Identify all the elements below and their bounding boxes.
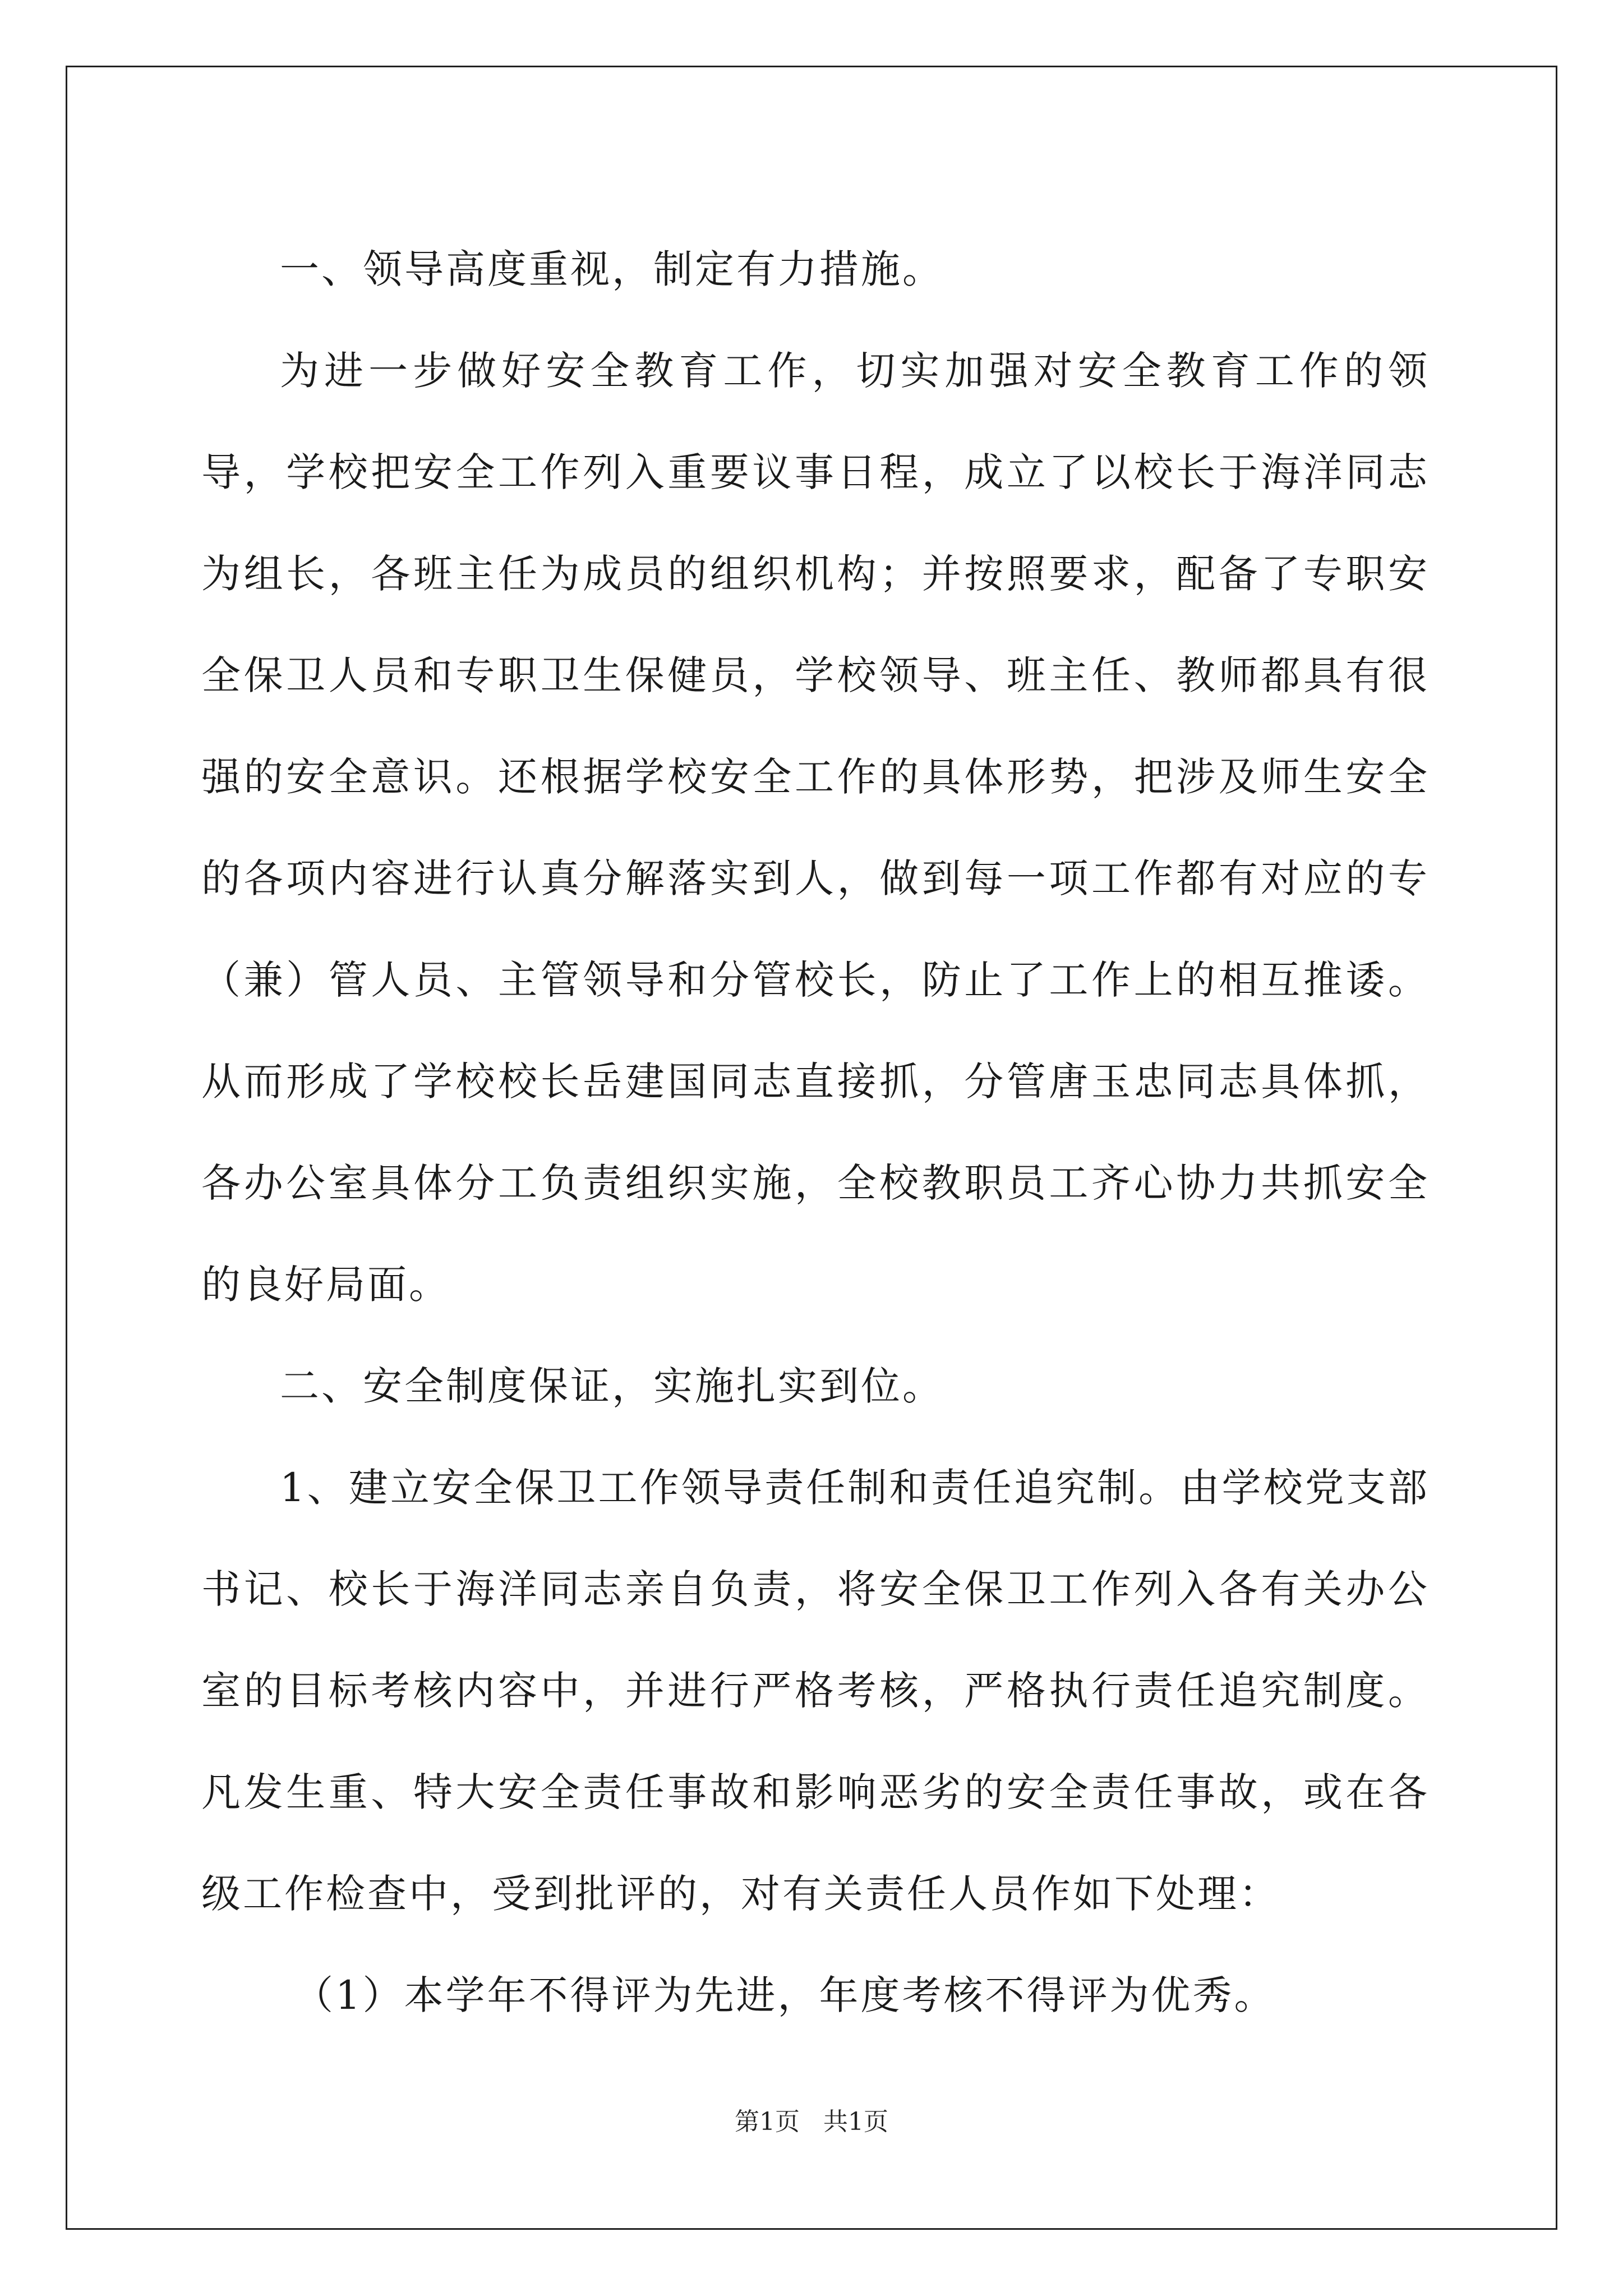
body-paragraph-1: 为进一步做好安全教育工作，切实加强对安全教育工作的领导，学校把安全工作列入重要议事日程，成立了以校长于海洋同志为组长，各班主任为成员的组织机构；并按照要求，配备了专职安全保卫人员和专职卫生保健员，学校领导、班主任、教师都具有很强的安全意识。还根据学校安全工作的具体形势，把涉及师生安全的各项内容进行认真分解落实到人，做到每一项工作都有对应的专（兼）管人员、主管领导和分管校长，防止了工作上的相互推诿。从而形成了学校校长岳建国同志直接抓，分管唐玉忠同志具体抓，各办公室具体分工负责组织实施，全校教职员工齐心协力共抓安全的良好局面。 [201, 348, 1430, 1308]
section-heading-1: 一、领导高度重视，制定有力措施。 [280, 246, 944, 292]
page-number-current: 第1页 [735, 2108, 800, 2136]
section-heading-2: 二、安全制度保证，实施扎实到位。 [280, 1363, 944, 1409]
document-body [201, 219, 1430, 2046]
page-number-total: 共1页 [823, 2108, 888, 2136]
body-paragraph-2: 1、建立安全保卫工作领导责任制和责任追究制。由学校党支部书记、校长于海洋同志亲自负责，将安全保卫工作列入各有关办公室的目标考核内容中，并进行严格考核，严格执行责任追究制度。凡发生重、特大安全责任事故和影响恶劣的安全责任事故，或在各级工作检查中，受到批评的，对有关责任人员作如下处理： [201, 1465, 1430, 1917]
page-footer [0, 2105, 1623, 2139]
list-item-1: （1）本学年不得评为先进，年度考核不得评为优秀。 [294, 1972, 1276, 2018]
